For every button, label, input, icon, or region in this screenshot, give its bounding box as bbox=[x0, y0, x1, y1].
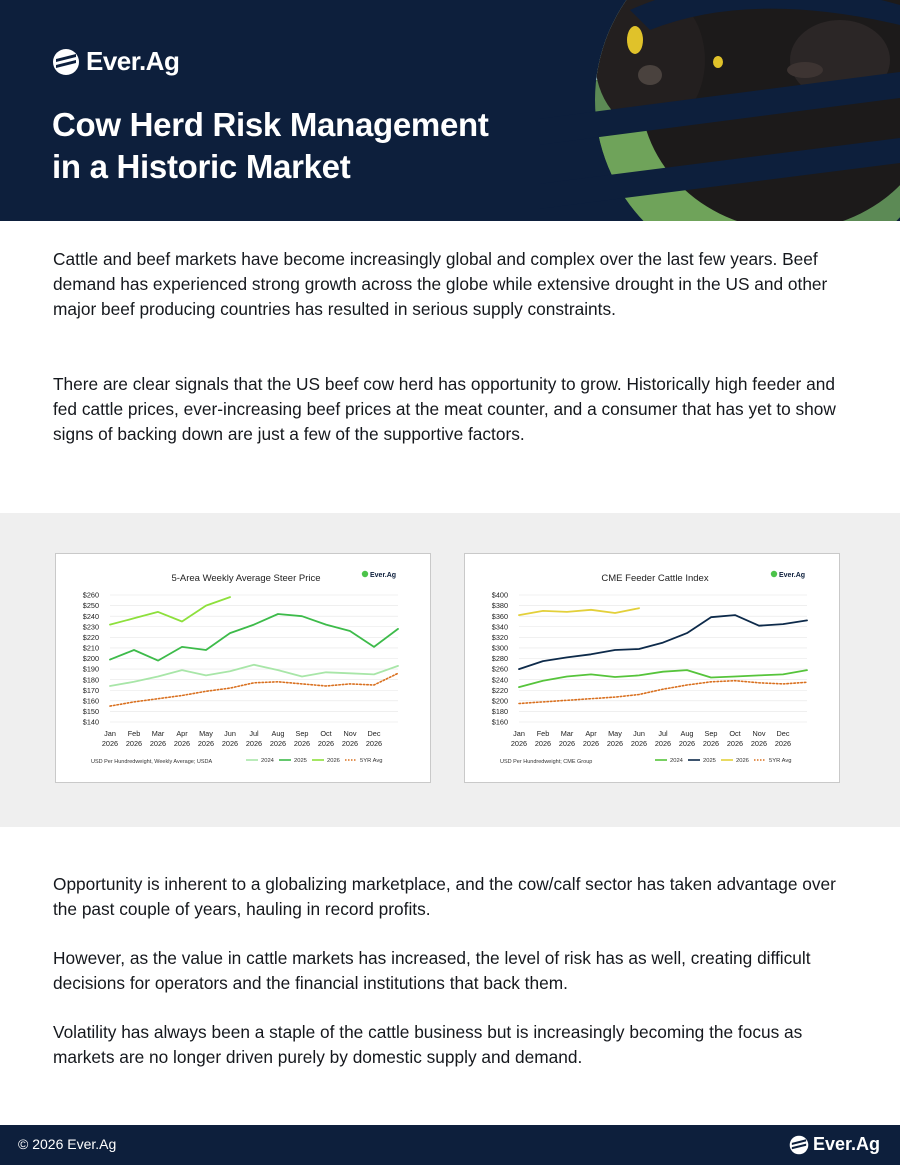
everag-logo-icon bbox=[789, 1135, 809, 1155]
y-tick-label: $250 bbox=[82, 601, 99, 611]
x-tick-year: 2026 bbox=[125, 739, 143, 748]
x-tick-label: Mar bbox=[151, 729, 165, 738]
y-tick-label: $140 bbox=[82, 717, 99, 727]
series-line-2024 bbox=[110, 665, 398, 686]
body-paragraph-1: Opportunity is inherent to a globalizing marketplace, and the cow/calf sector has taken advantage over the past couple of years, hauling in record profits. bbox=[53, 874, 836, 919]
y-tick-label: $180 bbox=[491, 707, 508, 717]
chart-brand-icon bbox=[771, 571, 777, 577]
x-tick-label: Dec bbox=[776, 729, 790, 738]
series-line-2026 bbox=[519, 608, 639, 615]
body-paragraph-3: Volatility has always been a staple of the cattle business but is increasingly becoming the focus as markets are no longer driven purely by domestic supply and demand. bbox=[53, 1022, 803, 1067]
logo-text: Ever.Ag bbox=[86, 46, 180, 76]
y-tick-label: $360 bbox=[491, 611, 508, 621]
x-tick-label: Sep bbox=[704, 729, 718, 738]
y-tick-label: $320 bbox=[491, 632, 508, 642]
y-tick-label: $190 bbox=[82, 664, 99, 674]
everag-logo-icon bbox=[52, 48, 80, 76]
x-tick-year: 2026 bbox=[341, 739, 359, 748]
x-tick-year: 2026 bbox=[149, 739, 167, 748]
x-tick-label: Aug bbox=[271, 729, 285, 738]
x-tick-year: 2026 bbox=[654, 739, 672, 748]
y-tick-label: $380 bbox=[491, 601, 508, 611]
x-tick-year: 2026 bbox=[101, 739, 119, 748]
y-tick-label: $300 bbox=[491, 643, 508, 653]
body-paragraph-2: However, as the value in cattle markets has increased, the level of risk has as well, creating difficult decisions for operators and the financial institutions that back them. bbox=[53, 948, 811, 993]
x-tick-year: 2026 bbox=[534, 739, 552, 748]
steer-price-chart bbox=[56, 554, 430, 782]
x-tick-year: 2026 bbox=[774, 739, 792, 748]
x-tick-year: 2026 bbox=[173, 739, 191, 748]
intro-paragraph-2: There are clear signals that the US beef cow herd has opportunity to grow. Historically high feeder and fed cattle prices, ever-increasing beef prices at the meat counter, and a consumer that has yet to show signs of backing down are just a few of the supportive factors. bbox=[53, 374, 836, 444]
x-tick-year: 2026 bbox=[678, 739, 696, 748]
x-tick-year: 2026 bbox=[269, 739, 287, 748]
legend-label: 5YR Avg bbox=[360, 758, 383, 764]
y-tick-label: $170 bbox=[82, 685, 99, 695]
x-tick-label: May bbox=[608, 729, 622, 738]
chart-brand-text: Ever.Ag bbox=[370, 572, 397, 579]
chart-brand-logo bbox=[771, 571, 777, 577]
x-tick-year: 2026 bbox=[630, 739, 648, 748]
y-tick-label: $260 bbox=[491, 664, 508, 674]
footer-logo-text: Ever.Ag bbox=[812, 1134, 880, 1154]
x-tick-year: 2026 bbox=[750, 739, 768, 748]
x-tick-year: 2026 bbox=[558, 739, 576, 748]
x-tick-year: 2026 bbox=[726, 739, 744, 748]
y-tick-label: $150 bbox=[82, 707, 99, 717]
series-line-2026 bbox=[110, 597, 230, 625]
x-tick-year: 2026 bbox=[245, 739, 263, 748]
legend-label: 2026 bbox=[736, 758, 749, 764]
y-tick-label: $340 bbox=[491, 622, 508, 632]
legend-label: 2025 bbox=[294, 758, 307, 764]
x-tick-label: Jun bbox=[633, 729, 645, 738]
x-tick-label: Jul bbox=[658, 729, 668, 738]
x-tick-year: 2026 bbox=[221, 739, 239, 748]
series-line-2025 bbox=[519, 615, 807, 669]
x-tick-year: 2026 bbox=[582, 739, 600, 748]
y-tick-label: $210 bbox=[82, 643, 99, 653]
y-tick-label: $280 bbox=[491, 654, 508, 664]
chart-brand-logo bbox=[362, 571, 368, 577]
y-tick-label: $220 bbox=[82, 632, 99, 642]
series-line-2024 bbox=[519, 670, 807, 687]
x-tick-year: 2026 bbox=[293, 739, 311, 748]
x-tick-year: 2026 bbox=[365, 739, 383, 748]
y-tick-label: $200 bbox=[82, 654, 99, 664]
header-banner bbox=[0, 0, 900, 221]
legend-label: 2024 bbox=[670, 758, 683, 764]
feeder-index-chart bbox=[465, 554, 839, 782]
x-tick-label: Nov bbox=[752, 729, 766, 738]
title-line-1: Cow Herd Risk Management bbox=[52, 106, 489, 143]
x-tick-label: Jan bbox=[104, 729, 116, 738]
x-tick-year: 2026 bbox=[197, 739, 215, 748]
y-tick-label: $220 bbox=[491, 685, 508, 695]
x-tick-label: Sep bbox=[295, 729, 309, 738]
x-tick-label: Oct bbox=[320, 729, 332, 738]
x-tick-label: Oct bbox=[729, 729, 741, 738]
y-tick-label: $200 bbox=[491, 696, 508, 706]
feeder-index-chart-card bbox=[464, 553, 840, 783]
x-tick-label: Apr bbox=[585, 729, 597, 738]
y-tick-label: $240 bbox=[491, 675, 508, 685]
y-tick-label: $240 bbox=[82, 611, 99, 621]
y-tick-label: $160 bbox=[491, 717, 508, 727]
chart-title: CME Feeder Cattle Index bbox=[601, 573, 709, 584]
y-tick-label: $230 bbox=[82, 622, 99, 632]
x-tick-label: Feb bbox=[536, 729, 550, 738]
legend-label: 2026 bbox=[327, 758, 340, 764]
x-tick-label: Dec bbox=[367, 729, 381, 738]
x-tick-label: Jul bbox=[249, 729, 259, 738]
x-tick-label: Mar bbox=[560, 729, 574, 738]
footer-logo[interactable] bbox=[789, 1134, 880, 1155]
x-tick-label: Aug bbox=[680, 729, 694, 738]
y-tick-label: $180 bbox=[82, 675, 99, 685]
chart-title: 5-Area Weekly Average Steer Price bbox=[171, 573, 321, 584]
x-tick-label: Feb bbox=[127, 729, 141, 738]
intro-paragraph-1: Cattle and beef markets have become increasingly global and complex over the last few years. Beef demand has experienced strong growth across the globe while extensive drought in the US and other major beef producing countries has resulted in serious supply constraints. bbox=[53, 249, 828, 319]
chart-source-note: USD Per Hundredweight, Weekly Average; USDA bbox=[91, 759, 213, 765]
chart-brand-icon bbox=[362, 571, 368, 577]
cattle-photo bbox=[540, 0, 900, 221]
footer bbox=[0, 1125, 900, 1165]
x-tick-label: Apr bbox=[176, 729, 188, 738]
x-tick-year: 2026 bbox=[606, 739, 624, 748]
y-tick-label: $260 bbox=[82, 590, 99, 600]
legend-label: 2025 bbox=[703, 758, 716, 764]
title-line-2: in a Historic Market bbox=[52, 148, 351, 185]
x-tick-label: Jan bbox=[513, 729, 525, 738]
everag-logo[interactable] bbox=[52, 46, 179, 77]
copyright-text: © 2026 Ever.Ag bbox=[18, 1136, 117, 1152]
x-tick-year: 2026 bbox=[510, 739, 528, 748]
x-tick-label: May bbox=[199, 729, 213, 738]
chart-brand-text: Ever.Ag bbox=[779, 572, 806, 579]
steer-price-chart-card bbox=[55, 553, 431, 783]
page-title bbox=[52, 104, 572, 188]
y-tick-label: $400 bbox=[491, 590, 508, 600]
series-line-5yr-avg bbox=[519, 681, 807, 704]
x-tick-label: Jun bbox=[224, 729, 236, 738]
legend-label: 5YR Avg bbox=[769, 758, 792, 764]
chart-source-note: USD Per Hundredweight; CME Group bbox=[500, 759, 593, 765]
x-tick-label: Nov bbox=[343, 729, 357, 738]
legend-label: 2024 bbox=[261, 758, 274, 764]
y-tick-label: $160 bbox=[82, 696, 99, 706]
x-tick-year: 2026 bbox=[317, 739, 335, 748]
x-tick-year: 2026 bbox=[702, 739, 720, 748]
